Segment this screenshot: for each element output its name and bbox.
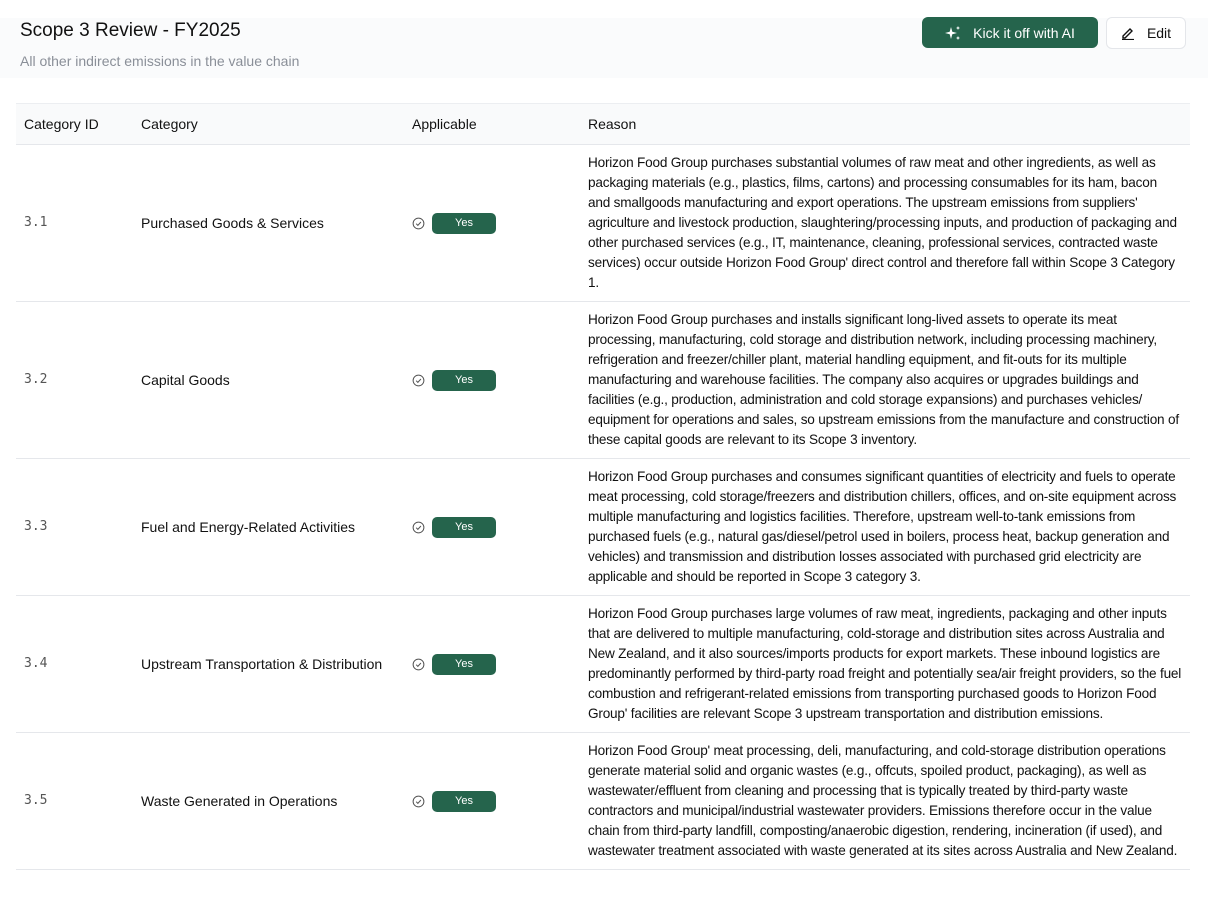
kick-off-ai-button[interactable] <box>922 17 1098 48</box>
check-circle-icon <box>412 521 425 534</box>
applicable-cell <box>404 459 580 596</box>
applicable-badge[interactable]: Yes <box>432 517 496 538</box>
applicable-badge[interactable]: Yes <box>432 791 496 812</box>
applicable-cell <box>404 733 580 870</box>
reason-text: Horizon Food Group purchases substantial volumes of raw meat and other ingredients, as well as packaging materials (e.g., plastics, films, cartons) and processing consumables for its ham, bacon and smallgoods manufacturing and export operations. The upstream emissions from suppliers' agriculture and livestock production, slaughtering/processing inputs, and production of packaging and other purchased services (e.g., IT, maintenance, cleaning, professional services, contracted waste services) occur outside Horizon Food Group' direct control and therefore fall within Scope 3 Category 1. <box>580 145 1190 302</box>
column-header-category: Category <box>133 104 404 145</box>
category-id: 3.3 <box>16 459 133 596</box>
category-id: 3.1 <box>16 145 133 302</box>
column-header-category-id: Category ID <box>16 104 133 145</box>
category-name: Upstream Transportation & Distribution <box>133 596 404 733</box>
page-title: Scope 3 Review - FY2025 <box>20 20 241 41</box>
category-id: 3.2 <box>16 302 133 459</box>
sparkles-icon <box>945 25 961 41</box>
column-header-reason: Reason <box>580 104 1190 145</box>
applicable-badge[interactable]: Yes <box>432 370 496 391</box>
applicable-badge[interactable]: Yes <box>432 213 496 234</box>
applicable-badge[interactable]: Yes <box>432 654 496 675</box>
edit-label: Edit <box>1146 25 1172 41</box>
table-row <box>16 145 1190 302</box>
check-circle-icon <box>412 795 425 808</box>
applicable-cell <box>404 302 580 459</box>
page-subtitle: All other indirect emissions in the value chain <box>20 53 300 69</box>
table-row <box>16 459 1190 596</box>
check-circle-icon <box>412 217 425 230</box>
category-name: Waste Generated in Operations <box>133 733 404 870</box>
table-header-row <box>16 104 1190 145</box>
check-circle-icon <box>412 658 425 671</box>
reason-text: Horizon Food Group purchases and installs significant long-lived assets to operate its meat processing, manufacturing, cold storage and distribution network, including processing machinery, refrigeration and freezer/chiller plant, material handling equipment, and fit-outs for its multiple manufacturing and warehouse facilities. The company also acquires or upgrades buildings and facilities (e.g., production, administration and cold storage expansions) and purchases vehicles/ equipment for operations and sales, so upstream emissions from the manufacture and construction of these capital goods are relevant to its Scope 3 inventory. <box>580 302 1190 459</box>
reason-text: Horizon Food Group purchases large volumes of raw meat, ingredients, packaging and other inputs that are delivered to multiple manufacturing, cold-storage and distribution sites across Australia and New Zealand, and it also sources/imports products for export markets. These inbound logistics are predominantly performed by third-party road freight and potentially sea/air freight providers, so the fuel combustion and refrigerant-related emissions from transporting purchased goods to Horizon Food Group' facilities are relevant Scope 3 upstream transportation and distribution emissions. <box>580 596 1190 733</box>
scope3-table <box>16 103 1190 870</box>
table-row <box>16 596 1190 733</box>
table-row <box>16 302 1190 459</box>
category-name: Fuel and Energy-Related Activities <box>133 459 404 596</box>
category-id: 3.4 <box>16 596 133 733</box>
category-id: 3.5 <box>16 733 133 870</box>
reason-text: Horizon Food Group' meat processing, deli, manufacturing, and cold-storage distribution operations generate material solid and organic wastes (e.g., offcuts, spoiled product, packaging), as well as wastewater/effluent from cleaning and processing that is typically treated by third-party waste contractors and municipal/industrial wastewater providers. Emissions therefore occur in the value chain from third-party landfill, composting/anaerobic digestion, rendering, incineration (if used), and wastewater treatment associated with waste generated at its sites across Australia and New Zealand. <box>580 733 1190 870</box>
check-circle-icon <box>412 374 425 387</box>
table-row <box>16 733 1190 870</box>
kick-off-ai-label: Kick it off with AI <box>973 24 1075 41</box>
category-name: Capital Goods <box>133 302 404 459</box>
applicable-cell <box>404 596 580 733</box>
category-name: Purchased Goods & Services <box>133 145 404 302</box>
edit-button[interactable] <box>1106 17 1186 49</box>
column-header-applicable: Applicable <box>404 104 580 145</box>
reason-text: Horizon Food Group purchases and consumes significant quantities of electricity and fuels to operate meat processing, cold storage/freezers and distribution chillers, offices, and on-site equipment across multiple manufacturing and logistics facilities. Therefore, upstream well-to-tank emissions from purchased fuels (e.g., natural gas/diesel/petrol used in boilers, process heat, backup generation and vehicles) and transmission and distribution losses associated with purchased grid electricity are applicable and should be reported in Scope 3 category 3. <box>580 459 1190 596</box>
pencil-icon <box>1121 26 1135 40</box>
applicable-cell <box>404 145 580 302</box>
